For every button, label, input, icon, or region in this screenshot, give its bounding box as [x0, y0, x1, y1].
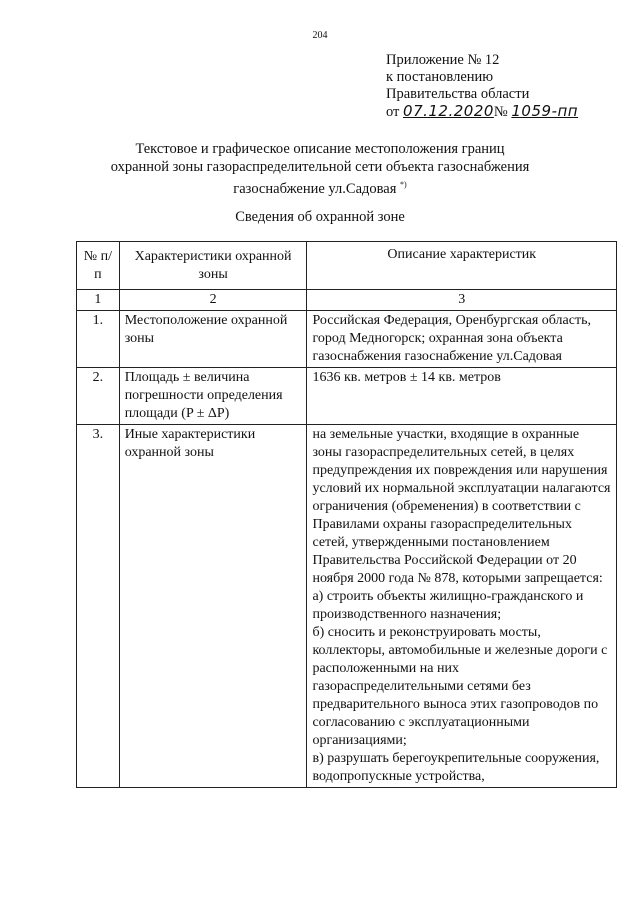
row-characteristic: Площадь ± величина погрешности определения площади (P ± ΔP) [119, 368, 307, 425]
restriction-item: а) строить объекты жилищно-гражданского и производственного назначения; [312, 589, 584, 622]
handwritten-number: 1059-пп [511, 102, 579, 120]
row-number: 3. [77, 425, 120, 788]
index-cell: 3 [307, 290, 617, 311]
row-number: 2. [77, 368, 120, 425]
number-sign: № [493, 104, 508, 120]
appendix-from-label: от [386, 104, 400, 120]
protection-zone-table [76, 241, 617, 788]
appendix-line: Приложение № 12 [386, 52, 500, 68]
title-line: Текстовое и графическое описание местоположения границ [135, 141, 505, 157]
row-description: 1636 кв. метров ± 14 кв. метров [307, 368, 617, 425]
appendix-line: к постановлению [386, 69, 494, 85]
row-characteristic: Местоположение охранной зоны [119, 311, 307, 368]
appendix-date-line [386, 103, 578, 121]
row-characteristic: Иные характеристики охранной зоны [119, 425, 307, 788]
header-description: Описание характеристик [307, 242, 617, 290]
footnote-mark: *) [400, 180, 407, 189]
appendix-line: Правительства области [386, 86, 530, 102]
row-description: Российская Федерация, Оренбургская область, город Медногорск; охранная зона объекта газоснабжения газоснабжение ул.Садовая [307, 311, 617, 368]
table-row [77, 425, 617, 788]
table-row [77, 368, 617, 425]
table-row [77, 311, 617, 368]
document-title [0, 140, 640, 198]
table-index-row [77, 290, 617, 311]
appendix-block [386, 52, 578, 121]
table-header-row [77, 242, 617, 290]
title-line: охранной зоны газораспределительной сети объекта газоснабжения [110, 159, 530, 175]
title-line: газоснабжение ул.Садовая [233, 180, 397, 197]
index-cell: 2 [119, 290, 307, 311]
row-description [307, 425, 617, 788]
header-number: № п/п [77, 242, 120, 290]
title-line-3 [0, 176, 640, 198]
restriction-item: б) сносить и реконструировать мосты, коллекторы, автомобильные и железные дороги с расположенными на них газораспределительными сетями без предварительного выноса этих газопроводов по согласованию с эксплуатационными организациями; [312, 625, 608, 748]
header-characteristics: Характеристики охранной зоны [119, 242, 307, 290]
section-subtitle: Сведения об охранной зоне [235, 209, 405, 225]
description-intro: на земельные участки, входящие в охранные зоны газораспределительных сетей, в целях предупреждения их повреждения или нарушения условий их нормальной эксплуатации налагаются ограничения (обременения) в соответствии с Правилами охраны газораспределительных сетей, утвержденными постановлением Правительства Российской Федерации от 20 ноября 2000 года № 878, которыми запрещается: [312, 427, 611, 586]
index-cell: 1 [77, 290, 120, 311]
row-number: 1. [77, 311, 120, 368]
page-number: 204 [312, 30, 328, 41]
handwritten-date: 07.12.2020 [403, 102, 494, 120]
restriction-item: в) разрушать берегоукрепительные сооружения, водопропускные устройства, [312, 751, 600, 784]
